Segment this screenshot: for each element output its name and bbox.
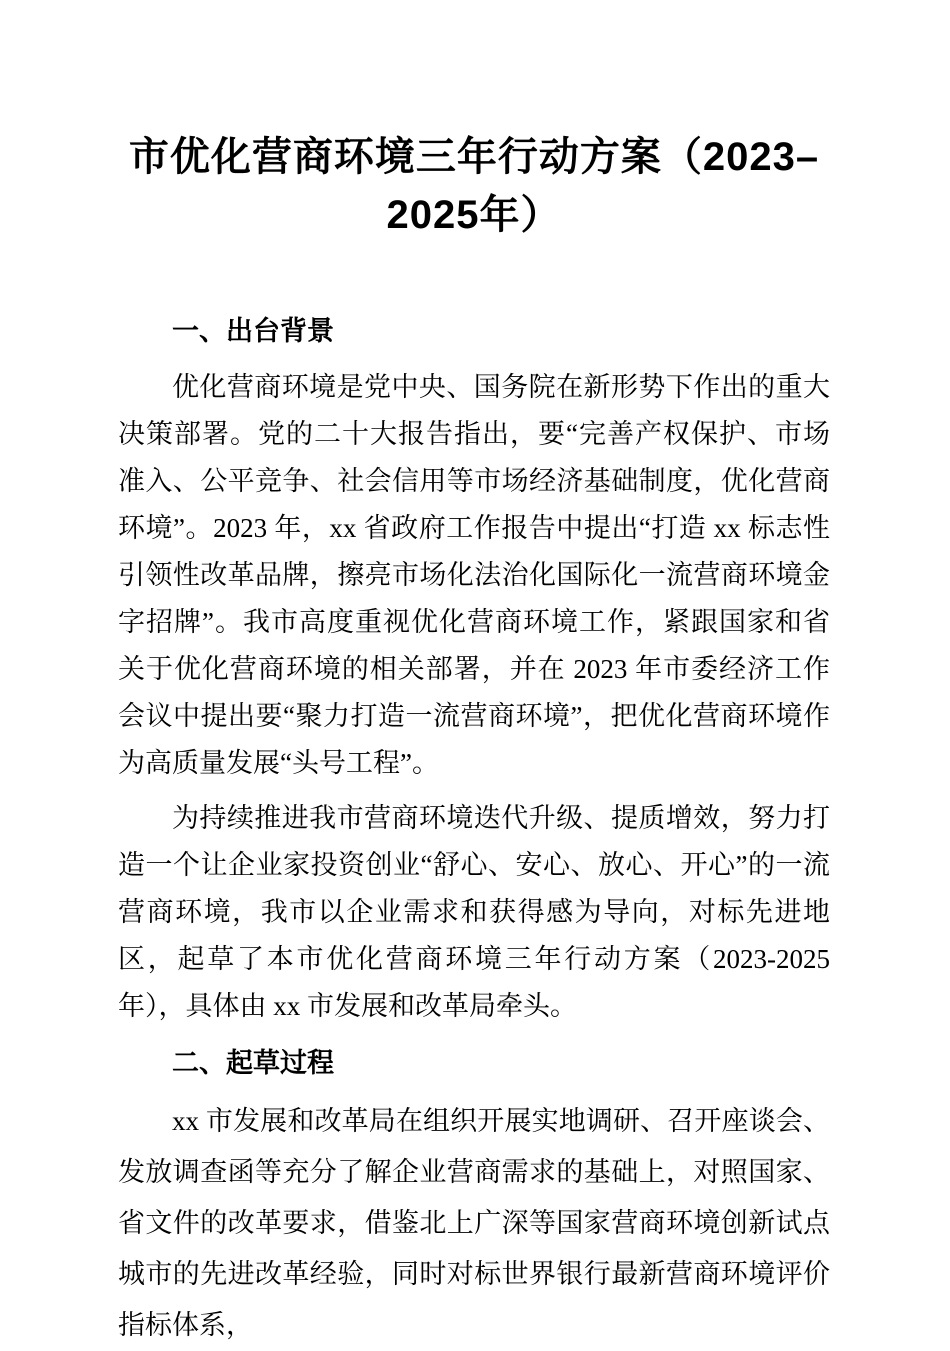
document-title: 市优化营商环境三年行动方案（2023–2025年）	[128, 135, 820, 237]
section-heading-background: 一、出台背景	[172, 316, 334, 346]
section-heading-drafting-process: 二、起草过程	[172, 1048, 334, 1078]
paragraph-drafting-1: xx 市发展和改革局在组织开展实地调研、召开座谈会、发放调查函等充分了解企业营商需求的基础上，对照国家、省文件的改革要求，借鉴北上广深等国家营商环境创新试点城市的先进改革经验，同时对标世界银行最新营商环境评价指标体系，	[118, 1106, 830, 1340]
paragraph-background-1: 优化营商环境是党中央、国务院在新形势下作出的重大决策部署。党的二十大报告指出，要“完善产权保护、市场准入、公平竞争、社会信用等市场经济基础制度，优化营商环境”。2023 年，xx 省政府工作报告中提出“打造 xx 标志性引领性改革品牌，擦亮市场化法治化国际化一流营商环境金字招牌”。我市高度重视优化营商环境工作，紧跟国家和省关于优化营商环境的相关部署，并在 2023 年市委经济工作会议中提出要“聚力打造一流营商环境”，把优化营商环境作为高质量发展“头号工程”。	[118, 372, 830, 778]
paragraph-background-2: 为持续推进我市营商环境迭代升级、提质增效，努力打造一个让企业家投资创业“舒心、安心、放心、开心”的一流营商环境，我市以企业需求和获得感为导向，对标先进地区，起草了本市优化营商环境三年行动方案（2023-2025 年），具体由 xx 市发展和改革局牵头。	[118, 803, 830, 1021]
